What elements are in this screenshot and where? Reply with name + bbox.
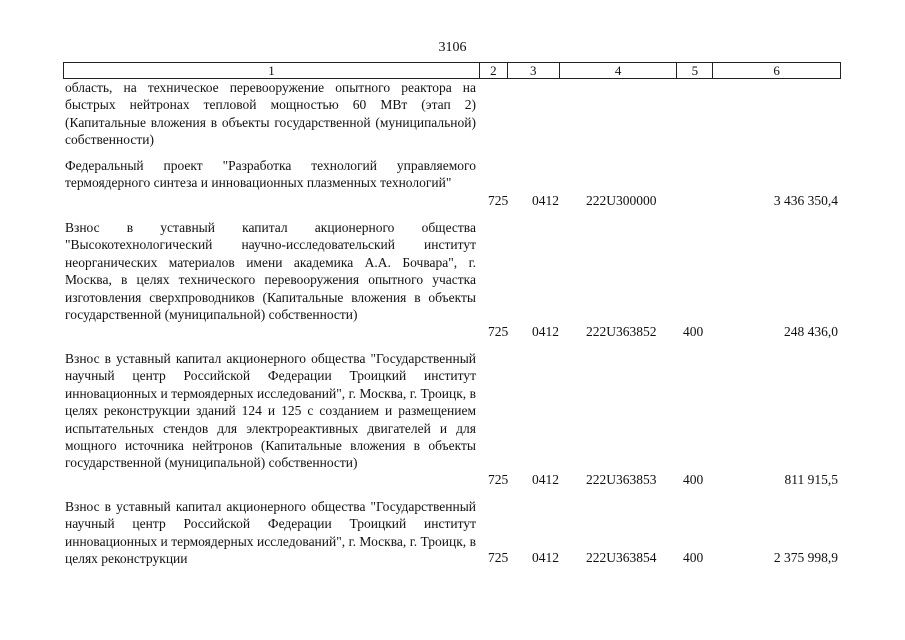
row-target: 222U363852: [586, 324, 657, 339]
row-target: 222U363853: [586, 472, 657, 487]
column-header-1: 1: [64, 63, 480, 78]
row-code: 725: [488, 550, 509, 565]
row-description: Взнос в уставный капитал акционерного общества "Высокотехнологический научно-исследовательский институт неорганических материалов имени академика А.А. Бочвара", г. Москва, в целях технического перевооружения опытного участка изготовления сверхпроводников (Капитальные вложения в объекты государственной (муниципальной) собственности): [65, 220, 476, 323]
row-type: 400: [683, 472, 704, 487]
column-header-3: 3: [508, 63, 560, 78]
row-type: 400: [683, 550, 704, 565]
row-description: область, на техническое перевооружение опытного реактора на быстрых нейтронах тепловой мощностью 60 МВт (этап 2) (Капитальные вложения в объекты государственной (муниципальной) собственности): [65, 80, 476, 148]
row-description: Взнос в уставный капитал акционерного общества "Государственный научный центр Российской Федерации Троицкий институт инновационных и термоядерных исследований", г. Москва, г. Троицк, в целях реконструкции зданий 124 и 125 с созданием и размещением испытательных стендов для электрореактивных двигателей и для мощного источника нейтронов (Капитальные вложения в объекты государственной (муниципальной) собственности): [65, 351, 476, 471]
row-amount: 248 436,0: [784, 324, 838, 339]
column-header-6: 6: [773, 63, 780, 78]
row-code: 725: [488, 472, 509, 487]
row-section: 0412: [532, 472, 559, 487]
row-section: 0412: [532, 550, 559, 565]
row-section: 0412: [532, 193, 559, 208]
page-number: 3106: [438, 40, 467, 55]
row-amount: 2 375 998,9: [773, 550, 838, 565]
table-header-row: [63, 62, 841, 79]
column-header-5: 5: [677, 63, 713, 78]
row-amount: 3 436 350,4: [773, 193, 838, 208]
column-header-4: 4: [560, 63, 678, 78]
row-code: 725: [488, 193, 509, 208]
column-header-2: 2: [480, 63, 508, 78]
row-target: 222U300000: [586, 193, 657, 208]
row-code: 725: [488, 324, 509, 339]
row-section: 0412: [532, 324, 559, 339]
row-description: Федеральный проект "Разработка технологий управляемого термоядерного синтеза и инновационных плазменных технологий": [65, 158, 476, 191]
row-type: 400: [683, 324, 704, 339]
row-target: 222U363854: [586, 550, 657, 565]
row-amount: 811 915,5: [784, 472, 838, 487]
row-description: Взнос в уставный капитал акционерного общества "Государственный научный центр Российской Федерации Троицкий институт инновационных и термоядерных исследований", г. Москва, г. Троицк, в целях реконструкции: [65, 499, 476, 567]
